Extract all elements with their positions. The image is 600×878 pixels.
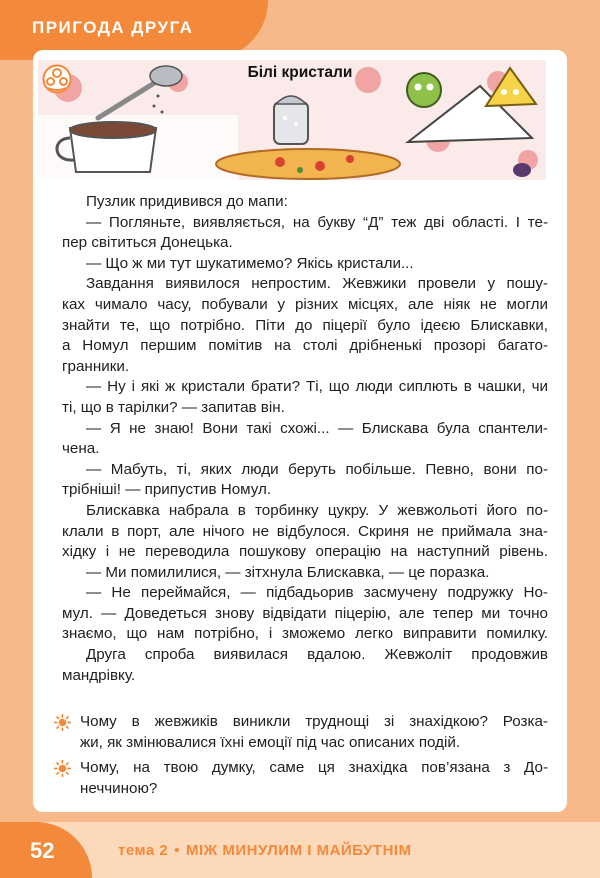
story-line: трібніші! — припустив Номул. bbox=[62, 481, 272, 499]
story-line: — Ми помилилися, — зітхнула Блискавка, — це поразка. bbox=[86, 563, 490, 581]
theme-title: МІЖ МИНУЛИМ І МАЙБУТНІМ bbox=[186, 842, 412, 859]
question-1 bbox=[54, 712, 548, 753]
question-line: жи, як змінювалися їхні емоції під час описаних подій. bbox=[80, 733, 461, 751]
story-line: — Ну і які ж кристали брати? Ті, що люди сиплють в чашки, чи bbox=[86, 378, 548, 396]
story-line: знайти те, що потрібно. Піти до піцерії було ідеєю Блискавки, bbox=[62, 316, 548, 334]
story-line: мул. — Доведеться знову відвідати піцерію, але тепер ми точно bbox=[62, 604, 548, 622]
story-line: ті, що в тарілки? — запитав він. bbox=[62, 398, 285, 416]
story-line: мандрівку. bbox=[62, 666, 136, 684]
sun-icon bbox=[54, 714, 71, 731]
story-badge-icon bbox=[42, 64, 72, 94]
story-line: Пузлик придивився до мапи: bbox=[86, 193, 288, 210]
story-line: гранники. bbox=[62, 357, 130, 375]
story-line: Блискавка набрала в торбинку цукру. У жевжольоті його по- bbox=[86, 501, 548, 519]
story-line: а Номул першим помітив на столі дрібненькі прозорі багато- bbox=[62, 337, 548, 355]
question-line: Чому в жевжиків виникли труднощі зі знахідкою? Розка- bbox=[80, 713, 548, 730]
story-line: — Погляньте, виявляється, на букву “Д” теж дві області. І те- bbox=[86, 213, 548, 231]
story-line: — Мабуть, ті, яких люди беруть побільше. Певно, вони по- bbox=[86, 460, 548, 478]
theme-label: тема 2 bbox=[118, 842, 169, 859]
question-line: неччиною? bbox=[80, 779, 158, 797]
section-title: ПРИГОДА ДРУГА bbox=[32, 18, 194, 37]
story-line: чена. bbox=[62, 440, 100, 458]
theme-separator: • bbox=[174, 842, 181, 859]
footer-theme bbox=[118, 842, 412, 859]
story-title: Білі кристали bbox=[247, 64, 353, 81]
story-line: Завдання виявилося непростим. Жевжики провели у пошу- bbox=[86, 275, 548, 293]
story-line: пер світиться Донецька. bbox=[62, 234, 233, 252]
question-line: Чому, на твою думку, саме ця знахідка пов’язана з До- bbox=[80, 759, 548, 776]
sun-icon bbox=[54, 760, 71, 777]
story-line: — Я не знаю! Вони такі схожі... — Блискава була спантели- bbox=[86, 419, 548, 437]
story-line: — Що ж ми тут шукатимемо? Якісь кристали... bbox=[86, 254, 414, 272]
story-line: знаємо, що нам потрібно, і зможемо легко виправити помилку. bbox=[62, 625, 548, 643]
story-line: клали в порт, але нічого не відбулося. Скриня не приймала зна- bbox=[62, 522, 548, 540]
story-line: ках чимало часу, побували у різних місцях, але ніяк не могли bbox=[62, 295, 548, 313]
story-line: хідку і не переводила пошукову операцію на наступний рівень. bbox=[62, 543, 548, 561]
page-number: 52 bbox=[30, 838, 55, 863]
story-text bbox=[62, 192, 548, 686]
story-line: — Не переймайся, — підбадьорив засмучену подружку Но- bbox=[86, 584, 548, 602]
story-line: Друга спроба виявилася вдалою. Жевжоліт продовжив bbox=[86, 646, 548, 664]
question-2 bbox=[54, 758, 548, 799]
